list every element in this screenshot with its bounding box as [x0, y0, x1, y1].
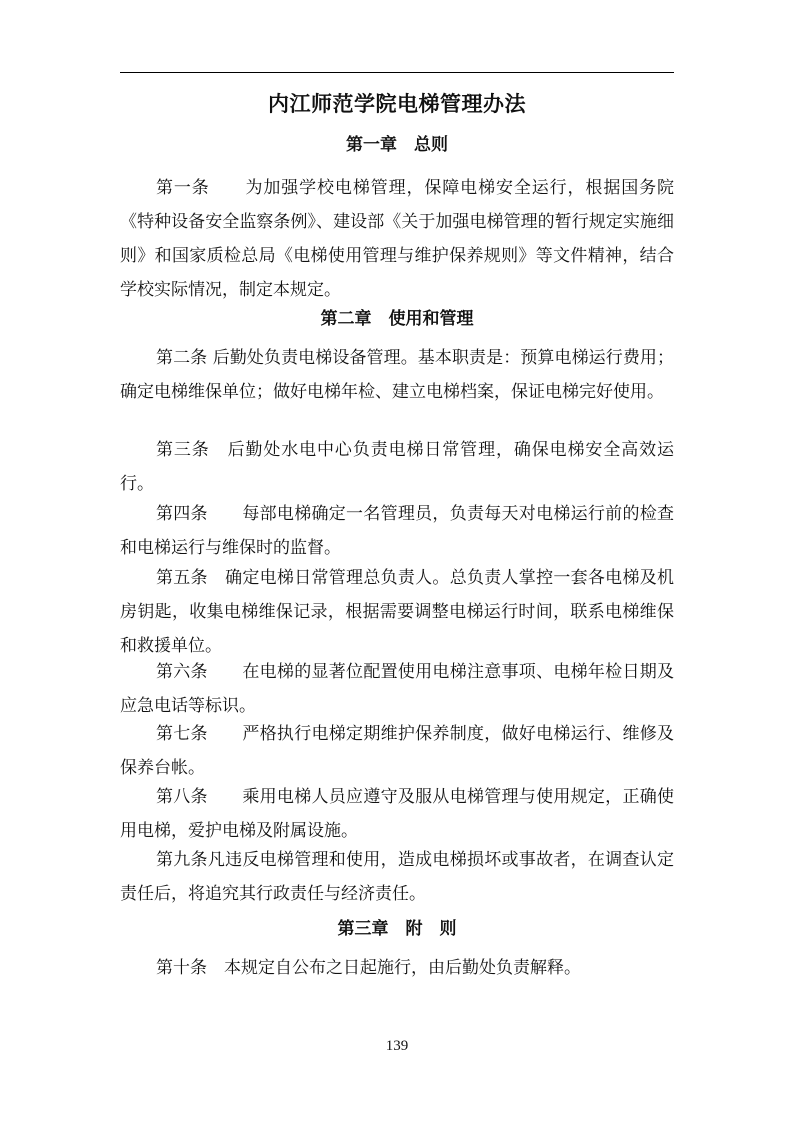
- article-8: [120, 780, 674, 848]
- article-4: [120, 497, 674, 565]
- chapter-heading-1: 第一章 总则: [346, 135, 448, 155]
- chapter-heading-2: 第二章 使用和管理: [320, 309, 474, 329]
- article-7: [120, 717, 674, 785]
- article-text: 每部电梯确定一名管理员，负责每天对电梯运行前的检查和电梯运行与维保时的监督。: [120, 504, 675, 558]
- article-text: 凡违反电梯管理和使用，造成电梯损坏或事故者，在调查认定责任后，将追究其行政责任与经济责任。: [120, 850, 674, 904]
- chapter-heading-3: 第三章 附 则: [337, 919, 457, 939]
- article-label: 第十条: [156, 958, 224, 978]
- header-rule: [120, 72, 674, 73]
- article-text: 严格执行电梯定期维护保养制度，做好电梯运行、维修及保养台帐。: [120, 724, 675, 778]
- article-label: 第九条: [156, 850, 208, 870]
- article-label: 第六条: [156, 662, 226, 682]
- article-label: 第三条: [156, 440, 228, 460]
- article-label: 第八条: [156, 787, 226, 807]
- article-label: 第一条: [156, 178, 228, 198]
- article-text: 后勤处水电中心负责电梯日常管理，确保电梯安全高效运行。: [120, 440, 675, 494]
- article-3: [120, 433, 674, 501]
- article-label: 第五条: [156, 568, 226, 588]
- article-9: [120, 843, 674, 911]
- document-title: 内江师范学院电梯管理办法: [268, 92, 526, 116]
- article-2: [120, 341, 674, 409]
- article-label: 第七条: [156, 724, 226, 744]
- article-text: 本规定自公布之日起施行，由后勤处负责解释。: [224, 958, 581, 978]
- article-text: 为加强学校电梯管理，保障电梯安全运行，根据国务院《特种设备安全监察条例》、建设部《关于加强电梯管理的暂行规定实施细则》和国家质检总局《电梯使用管理与维护保养规则》等文件精神，结合学校实际情况，制定本规定。: [120, 178, 675, 300]
- article-10: [120, 951, 674, 985]
- article-text: 确定电梯日常管理总负责人。总负责人掌控一套各电梯及机房钥匙，收集电梯维保记录，根据需要调整电梯运行时间，联系电梯维保和救援单位。: [120, 568, 675, 656]
- article-5: [120, 561, 674, 663]
- article-6: [120, 655, 674, 723]
- article-label: 第四条: [156, 504, 226, 524]
- page-number: 139: [385, 1038, 409, 1054]
- article-text: 在电梯的显著位配置使用电梯注意事项、电梯年检日期及应急电话等标识。: [120, 662, 675, 716]
- article-text: 后勤处负责电梯设备管理。基本职责是：预算电梯运行费用；确定电梯维保单位；做好电梯年检、建立电梯档案，保证电梯完好使用。: [120, 348, 674, 402]
- article-text: 乘用电梯人员应遵守及服从电梯管理与使用规定，正确使用电梯，爱护电梯及附属设施。: [120, 787, 675, 841]
- article-1: [120, 171, 674, 307]
- article-label: 第二条: [156, 348, 213, 368]
